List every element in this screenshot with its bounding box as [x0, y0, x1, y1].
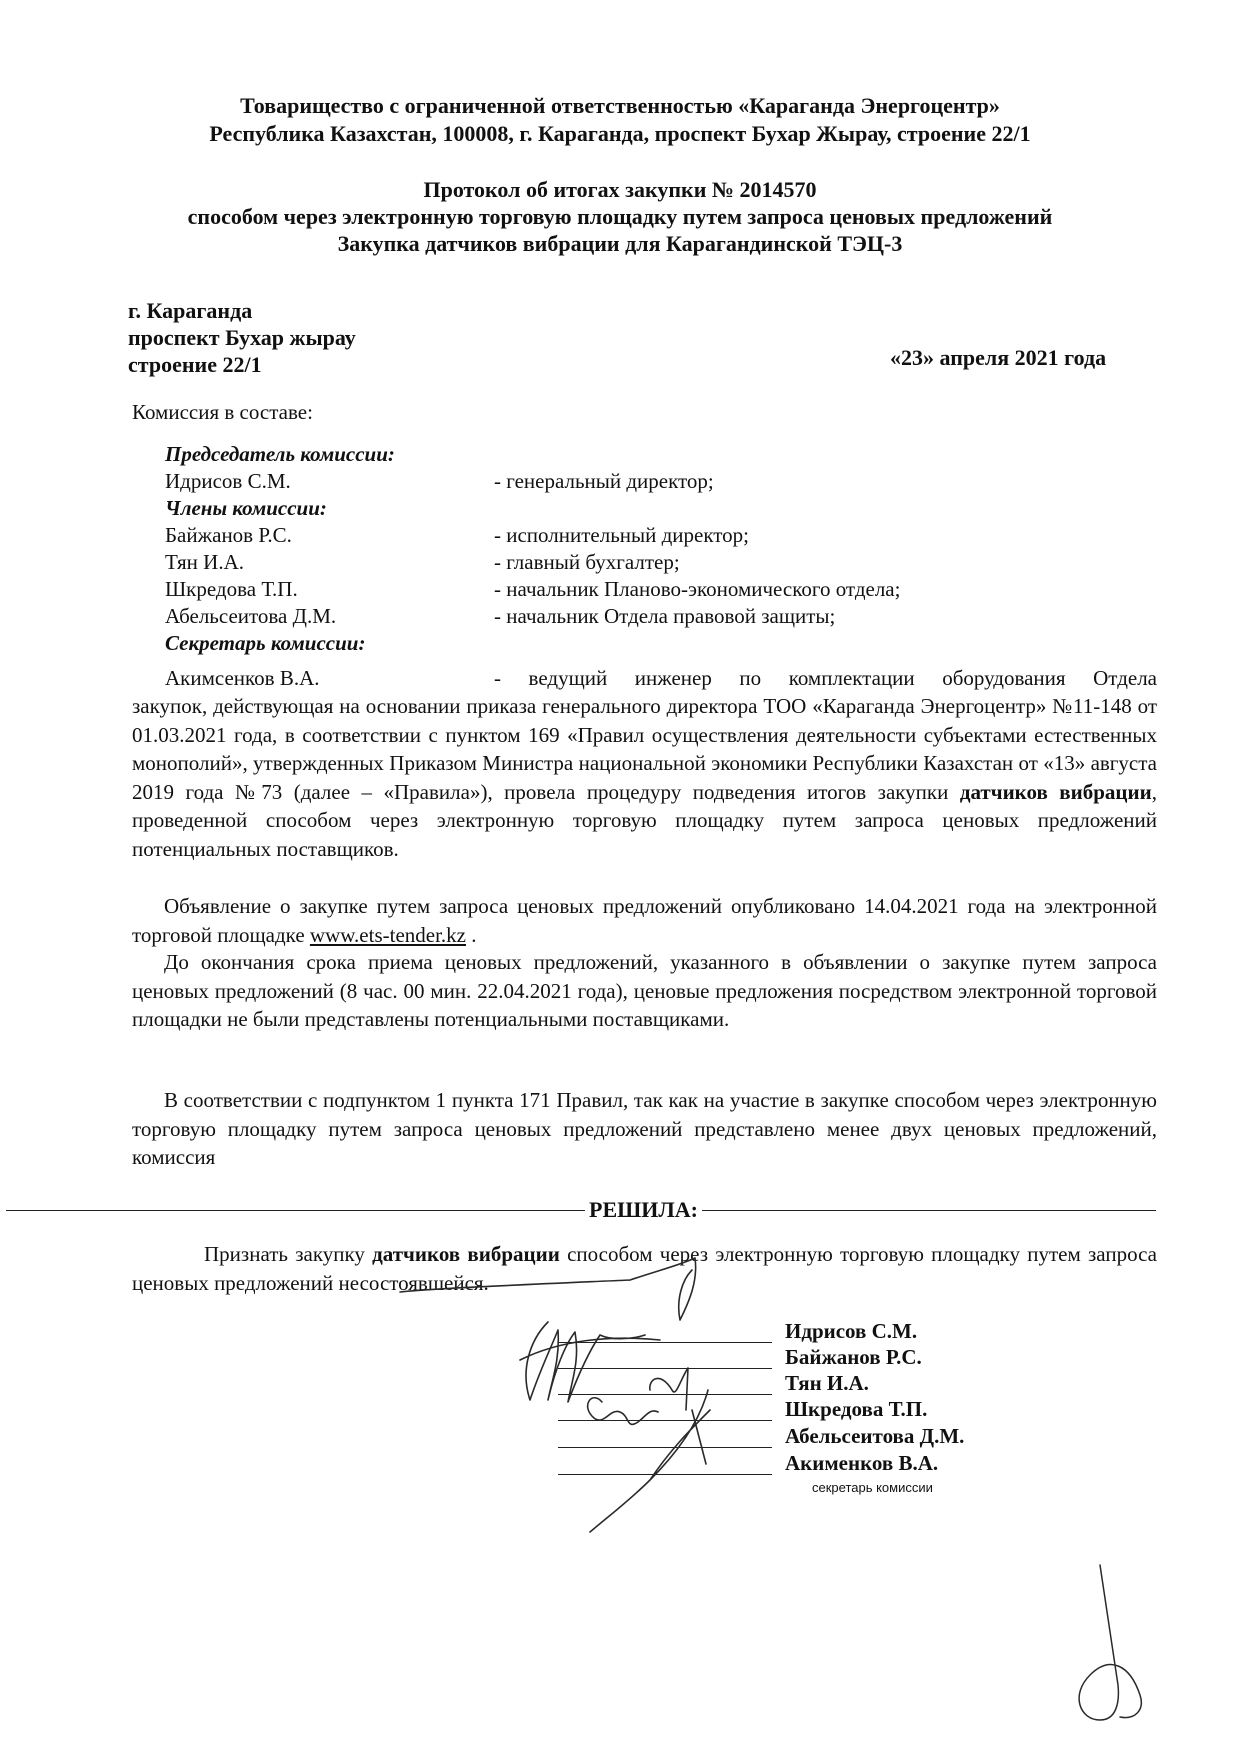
paragraph-deadline: До окончания срока приема ценовых предложений, указанного в объявлении о закупке путем запроса ценовых предложений (8 час. 00 мин. 22.04.2021 года), ценовые предложения посредством электронной торговой площадки не были представлены потенциальными поставщиками.: [132, 950, 1157, 1032]
member-role: - начальник Отдела правовой защиты;: [494, 604, 836, 628]
protocol-date: «23» апреля 2021 года: [890, 345, 1107, 370]
signatory-name: Акименков В.А.: [785, 1451, 939, 1475]
member-name: Тян И.А.: [165, 550, 245, 574]
member-role: - исполнительный директор;: [494, 523, 750, 547]
paragraph-text: способом через электронную торговую площадку путем запроса ценовых предложений несостоявшейся.: [132, 1242, 1157, 1295]
secretary-caption: секретарь комиссии: [812, 1480, 933, 1495]
secretary-name: Акимсенков В.А.: [165, 666, 320, 690]
signatory-name: Шкредова Т.П.: [785, 1397, 928, 1421]
member-name: Байжанов Р.С.: [165, 523, 292, 547]
place-street: проспект Бухар жырау: [128, 325, 356, 350]
handwritten-signatures: [380, 1240, 760, 1540]
paragraph-bold: датчиков вибрации: [372, 1242, 560, 1266]
member-role: - главный бухгалтер;: [494, 550, 680, 574]
signature-stroke: [400, 1258, 696, 1320]
chair-name: Идрисов С.М.: [165, 469, 291, 493]
secretary-heading: Секретарь комиссии:: [165, 631, 366, 655]
paragraph-text: закупок, действующая на основании приказа генерального директора ТОО «Караганда Энергоцентр» №11-148 от 01.03.2021 года, в соответствии с пунктом 169 «Правил осуществления деятельности субъектами естественных монополий», утвержденных Приказом Министра национальной экономики Республики Казахстан от «13» августа 2019 года №73 (далее – «Правила»), провела процедуру подведения итогов закупки: [132, 694, 1157, 804]
signatory-name: Байжанов Р.С.: [785, 1345, 922, 1369]
org-address: Республика Казахстан, 100008, г. Караганда, проспект Бухар Жырау, строение 22/1: [209, 121, 1031, 146]
procurement-method: способом через электронную торговую площадку путем запроса ценовых предложений: [187, 204, 1053, 229]
divider-line: [6, 1210, 1156, 1211]
member-role: - начальник Планово-экономического отдела;: [494, 577, 901, 601]
paragraph-bold: датчиков вибрации: [959, 779, 1152, 804]
chair-heading: Председатель комиссии:: [165, 442, 395, 466]
signature-stroke: [520, 1338, 660, 1360]
paragraph-text: .: [466, 922, 477, 947]
decision-heading: РЕШИЛА:: [585, 1196, 702, 1224]
org-name: Товарищество с ограниченной ответственностью «Караганда Энергоцентр»: [240, 93, 1000, 118]
signature-stroke: [526, 1322, 645, 1402]
commission-intro: Комиссия в составе:: [132, 400, 313, 424]
members-heading: Члены комиссии:: [165, 496, 327, 520]
secretary-role: - ведущий инженер по комплектации оборудования Отдела: [494, 666, 1157, 690]
member-name: Шкредова Т.П.: [165, 577, 298, 601]
signature-stroke: [588, 1398, 658, 1425]
paragraph-text: Объявление о закупке путем запроса ценовых предложений опубликовано 14.04.2021 года на электронной торговой площадке: [132, 894, 1157, 947]
signature-stroke: [1079, 1565, 1141, 1720]
paragraph-text: , проведенной способом через электронную торговую площадку путем запроса ценовых предложений потенциальных поставщиков.: [132, 779, 1157, 861]
chair-role: - генеральный директор;: [494, 469, 714, 493]
signature-stroke: [650, 1368, 688, 1410]
ets-tender-link[interactable]: www.ets-tender.kz: [309, 922, 466, 947]
place-city: г. Караганда: [128, 298, 253, 323]
paragraph-basis: В соответствии с подпунктом 1 пункта 171 Правил, так как на участие в закупке способом через электронную торговую площадку путем запроса ценовых предложений представлено менее двух ценовых предложений, комиссия: [132, 1088, 1157, 1170]
paragraph-procedure: [132, 692, 1157, 864]
protocol-title: Протокол об итогах закупки № 2014570: [423, 177, 817, 202]
signatory-name: Тян И.А.: [785, 1371, 869, 1395]
member-name: Абельсеитова Д.М.: [165, 604, 337, 628]
procurement-subject: Закупка датчиков вибрации для Карагандинской ТЭЦ-3: [337, 231, 903, 256]
signatory-name: Абельсеитова Д.М.: [785, 1424, 965, 1448]
corner-initials: [1060, 1545, 1180, 1745]
paragraph-announcement: [132, 892, 1157, 949]
place-building: строение 22/1: [128, 352, 262, 377]
paragraph-text: Признать закупку: [204, 1242, 373, 1266]
signature-stroke: [692, 1410, 706, 1464]
signatory-name: Идрисов С.М.: [785, 1319, 918, 1343]
